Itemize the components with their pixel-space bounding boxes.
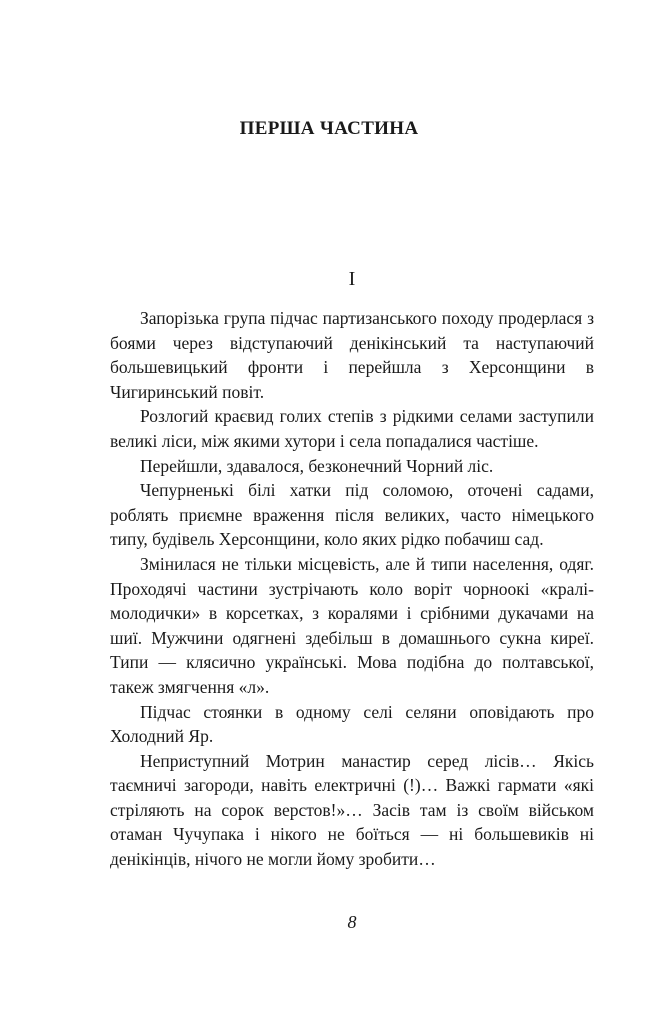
page-number: 8 (347, 912, 357, 932)
body-text (110, 306, 594, 872)
paragraph: Розлогий краєвид голих степів з рідкими селами заступили великі ліси, між якими хутори і села попадалися частіше. (110, 406, 594, 451)
paragraph: Запорізька група підчас партизанського походу продерлася з боями через відступаючий денікінський та наступаючий большевицький фронти і перейшла з Херсонщини в Чигиринський повіт. (110, 308, 594, 402)
chapter-number: I (348, 268, 356, 290)
paragraph: Чепурненькі білі хатки під соломою, оточені садами, роблять приємне враження після великих, часто німецького типу, будівель Херсонщини, коло яких рідко побачиш сад. (110, 480, 594, 550)
part-title: ПЕРША ЧАСТИНА (239, 118, 419, 139)
paragraph: Перейшли, здавалося, безконечний Чорний ліс. (140, 455, 494, 476)
paragraph: Неприступний Мотрин манастир серед лісів… Якісь таємничі загороди, навіть електричні (!)… Важкі гармати «які стріляють на сорок верстов!»… Засів там із своїм військом отаман Чучупака і нікого не боїться — ні большевиків ні денікінців, нічого не могли йому зробити… (110, 750, 594, 870)
paragraph: Змінилася не тільки місцевість, але й типи населення, одяг. Проходячі частини зустрічають коло воріт чорноокі «кралі-молодички» в корсетках, з коралями і срібними дукачами на шиї. Мужчини одягнені здебільш в домашнього сукна киреї. Типи — клясично українські. Мова подібна до полтавської, такеж змягчення «л». (110, 553, 594, 697)
paragraph: Підчас стоянки в одному селі селяни оповідають про Холодний Яр. (110, 701, 594, 747)
